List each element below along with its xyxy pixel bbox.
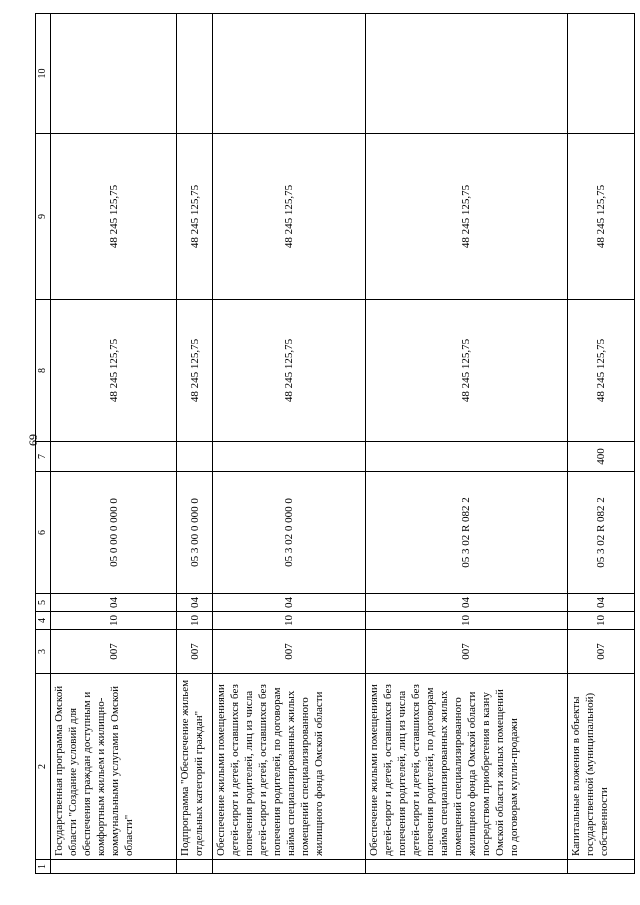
row-name: Капитальные вложения в объекты государственной (муниципальной) собственности	[567, 674, 634, 860]
cell-amount-1: 48 245 125,75	[212, 300, 365, 442]
col-header: 5	[36, 594, 51, 612]
cell-subsection: 04	[212, 594, 365, 612]
cell-amount-3	[177, 14, 213, 134]
cell-section: 10	[365, 612, 567, 630]
table-row	[51, 14, 177, 874]
col-header: 1	[36, 860, 51, 874]
cell-amount-2: 48 245 125,75	[177, 134, 213, 300]
cell-subsection: 04	[51, 594, 177, 612]
cell-expense-type	[212, 442, 365, 472]
cell-admin-code: 007	[51, 630, 177, 674]
cell-section: 10	[177, 612, 213, 630]
table-row	[177, 14, 213, 874]
col-header: 2	[36, 674, 51, 860]
cell-subsection: 04	[177, 594, 213, 612]
rotated-page	[35, 14, 635, 874]
cell-amount-2: 48 245 125,75	[365, 134, 567, 300]
cell-target-article: 05 3 00 0 000 0	[177, 472, 213, 594]
cell-admin-code: 007	[365, 630, 567, 674]
budget-table	[35, 13, 635, 874]
cell-subsection: 04	[567, 594, 634, 612]
cell-expense-type	[177, 442, 213, 472]
row-name: Государственная программа Омской области "Создание условий для обеспечения граждан доступным и комфортным жильем и жилищно-коммунальными услугами в Омской области"	[51, 674, 177, 860]
col-header: 3	[36, 630, 51, 674]
cell-amount-2: 48 245 125,75	[51, 134, 177, 300]
col-header: 9	[36, 134, 51, 300]
cell-col1	[51, 860, 177, 874]
cell-target-article: 05 3 02 0 000 0	[212, 472, 365, 594]
cell-section: 10	[212, 612, 365, 630]
cell-amount-3	[51, 14, 177, 134]
cell-expense-type	[365, 442, 567, 472]
cell-amount-1: 48 245 125,75	[51, 300, 177, 442]
cell-amount-1: 48 245 125,75	[567, 300, 634, 442]
table-row	[567, 14, 634, 874]
header-row	[36, 14, 51, 874]
cell-col1	[212, 860, 365, 874]
row-name: Обеспечение жилыми помещениями детей-сирот и детей, оставшихся без попечения родителей, лиц из числа детей-сирот и детей, оставшихся без попечения родителей, по договорам найма специализированных жилых помещений специализированного жилищного фонда Омской области	[212, 674, 365, 860]
table-row	[212, 14, 365, 874]
cell-admin-code: 007	[212, 630, 365, 674]
cell-admin-code: 007	[567, 630, 634, 674]
cell-amount-3	[567, 14, 634, 134]
col-header: 4	[36, 612, 51, 630]
cell-admin-code: 007	[177, 630, 213, 674]
table-row	[365, 14, 567, 874]
cell-amount-3	[365, 14, 567, 134]
page-number: 69	[26, 434, 40, 446]
cell-amount-1: 48 245 125,75	[177, 300, 213, 442]
col-header: 10	[36, 14, 51, 134]
cell-amount-3	[212, 14, 365, 134]
cell-target-article: 05 3 02 R 082 2	[365, 472, 567, 594]
cell-amount-2: 48 245 125,75	[212, 134, 365, 300]
cell-section: 10	[51, 612, 177, 630]
cell-target-article: 05 3 02 R 082 2	[567, 472, 634, 594]
row-name: Подпрограмма "Обеспечение жильем отдельных категорий граждан"	[177, 674, 213, 860]
col-header: 6	[36, 472, 51, 594]
cell-col1	[567, 860, 634, 874]
col-header: 7	[36, 442, 51, 472]
cell-target-article: 05 0 00 0 000 0	[51, 472, 177, 594]
col-header: 8	[36, 300, 51, 442]
cell-expense-type	[51, 442, 177, 472]
cell-amount-2: 48 245 125,75	[567, 134, 634, 300]
row-name: Обеспечение жилыми помещениями детей-сирот и детей, оставшихся без попечения родителей, лиц из числа детей-сирот и детей, оставшихся без попечения родителей, по договорам найма специализированных жилых помещений специализированного жилищного фонда Омской области посредством приобретения в казну Омской области жилых помещений по договорам купли-продажи	[365, 674, 567, 860]
cell-col1	[365, 860, 567, 874]
cell-section: 10	[567, 612, 634, 630]
cell-subsection: 04	[365, 594, 567, 612]
cell-amount-1: 48 245 125,75	[365, 300, 567, 442]
cell-col1	[177, 860, 213, 874]
cell-expense-type: 400	[567, 442, 634, 472]
